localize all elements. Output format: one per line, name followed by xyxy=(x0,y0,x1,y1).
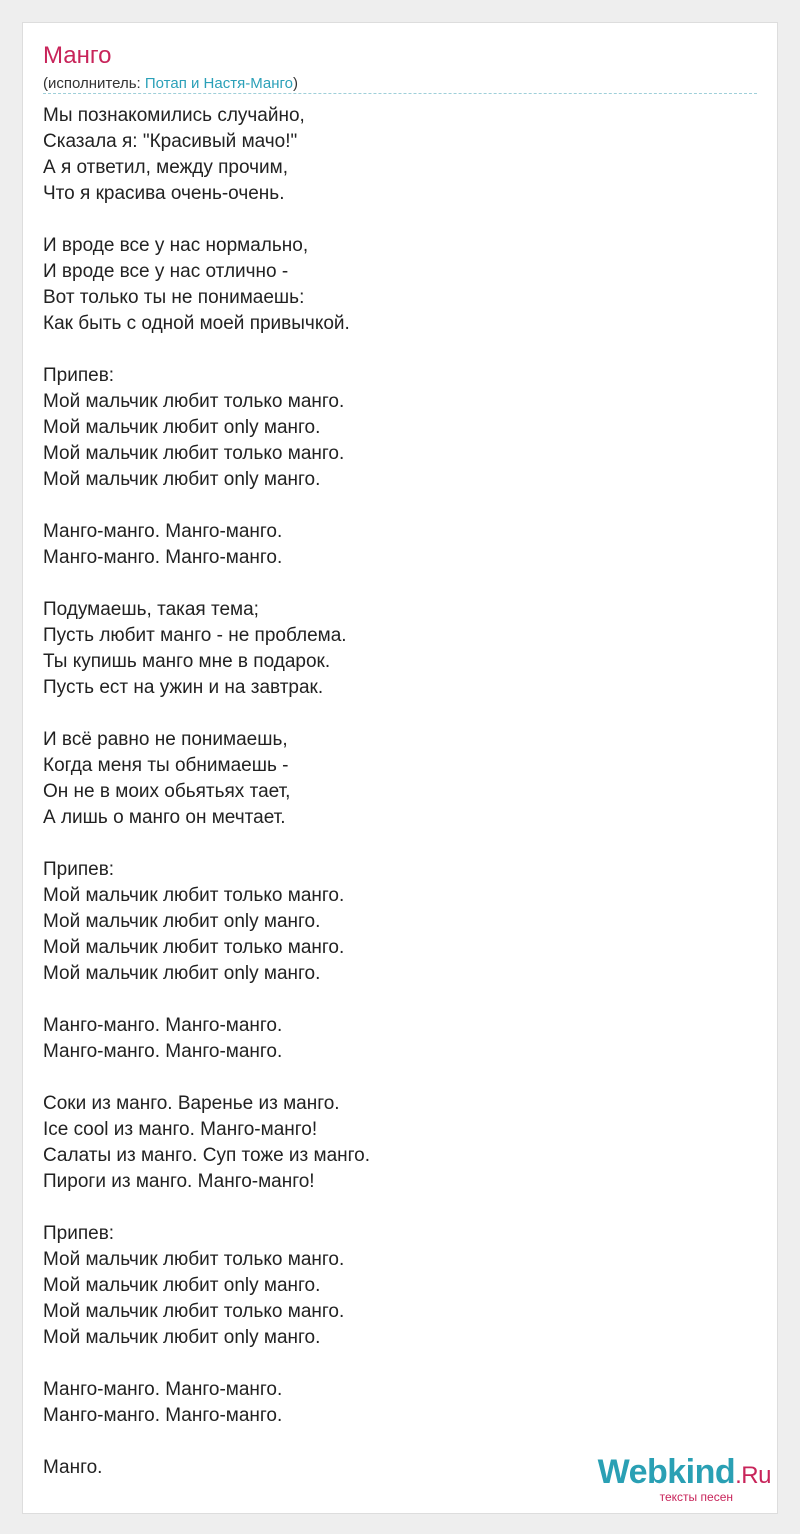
lyric-line: И всё равно не понимаешь, xyxy=(43,729,288,750)
stanza-gap xyxy=(43,1429,370,1455)
stanza-gap xyxy=(43,207,370,233)
lyric-line: Мы познакомились случайно, xyxy=(43,105,305,126)
logo-domain-suffix: .Ru xyxy=(735,1462,771,1489)
lyric-line: Манго-манго. Манго-манго. xyxy=(43,1379,283,1400)
lyric-line: Ты купишь манго мне в подарок. xyxy=(43,651,331,672)
logo-main-text: Webkind xyxy=(597,1453,736,1491)
lyric-line: Пусть ест на ужин и на завтрак. xyxy=(43,677,324,698)
lyric-line: Сказала я: "Красивый мачо!" xyxy=(43,131,298,152)
song-title: Манго xyxy=(43,42,112,69)
lyrics-card xyxy=(22,22,778,1514)
lyric-line: Соки из манго. Варенье из манго. xyxy=(43,1093,340,1114)
lyric-line: Мой мальчик любит только манго. xyxy=(43,1301,345,1322)
lyric-line: Мой мальчик любит только манго. xyxy=(43,391,345,412)
lyric-line: Ice cool из манго. Манго-манго! xyxy=(43,1119,318,1140)
lyric-line: Припев: xyxy=(43,1223,115,1244)
lyric-line: Мой мальчик любит only манго. xyxy=(43,469,321,490)
lyric-line: Манго-манго. Манго-манго. xyxy=(43,547,283,568)
stanza-gap xyxy=(43,987,370,1013)
lyric-line: А лишь о манго он мечтает. xyxy=(43,807,286,828)
lyric-line: Вот только ты не понимаешь: xyxy=(43,287,305,308)
stanza-gap xyxy=(43,571,370,597)
lyric-line: Пироги из манго. Манго-манго! xyxy=(43,1171,315,1192)
lyric-line: Припев: xyxy=(43,859,115,880)
lyric-line: Припев: xyxy=(43,365,115,386)
lyric-line: Салаты из манго. Суп тоже из манго. xyxy=(43,1145,371,1166)
lyric-line: А я ответил, между прочим, xyxy=(43,157,288,178)
site-logo[interactable] xyxy=(598,1455,771,1503)
lyric-line: И вроде все у нас отлично - xyxy=(43,261,289,282)
lyric-line: Манго-манго. Манго-манго. xyxy=(43,1041,283,1062)
lyric-line: Мой мальчик любит only манго. xyxy=(43,417,321,438)
lyrics-body xyxy=(43,103,370,1481)
artist-suffix: ) xyxy=(293,75,298,92)
lyric-line: Что я красива очень-очень. xyxy=(43,183,285,204)
stanza-gap xyxy=(43,1065,370,1091)
lyric-line: Мой мальчик любит только манго. xyxy=(43,937,345,958)
logo-tagline: тексты песен xyxy=(659,1490,733,1504)
lyric-line: Мой мальчик любит только манго. xyxy=(43,443,345,464)
artist-link[interactable]: Потап и Настя-Манго xyxy=(144,75,293,92)
lyric-line: Мой мальчик любит only манго. xyxy=(43,1327,321,1348)
stanza-gap xyxy=(43,701,370,727)
lyric-line: И вроде все у нас нормально, xyxy=(43,235,309,256)
lyric-line: Манго. xyxy=(43,1457,103,1478)
lyric-line: Манго-манго. Манго-манго. xyxy=(43,1405,283,1426)
lyric-line: Подумаешь, такая тема; xyxy=(43,599,259,620)
lyric-line: Как быть с одной моей привычкой. xyxy=(43,313,350,334)
logo-wordmark xyxy=(598,1455,771,1493)
artist-prefix: (исполнитель: xyxy=(43,75,145,92)
stanza-gap xyxy=(43,1195,370,1221)
lyric-line: Манго-манго. Манго-манго. xyxy=(43,1015,283,1036)
lyric-line: Мой мальчик любит only манго. xyxy=(43,1275,321,1296)
artist-line xyxy=(43,74,298,94)
lyric-line: Манго-манго. Манго-манго. xyxy=(43,521,283,542)
lyric-line: Мой мальчик любит only манго. xyxy=(43,963,321,984)
lyric-line: Когда меня ты обнимаешь - xyxy=(43,755,289,776)
stanza-gap xyxy=(43,493,370,519)
lyric-line: Он не в моих обьятьях тает, xyxy=(43,781,291,802)
stanza-gap xyxy=(43,337,370,363)
title-divider xyxy=(43,93,757,94)
lyric-line: Мой мальчик любит только манго. xyxy=(43,885,345,906)
stanza-gap xyxy=(43,1351,370,1377)
lyric-line: Мой мальчик любит only манго. xyxy=(43,911,321,932)
lyric-line: Пусть любит манго - не проблема. xyxy=(43,625,347,646)
lyric-line: Мой мальчик любит только манго. xyxy=(43,1249,345,1270)
stanza-gap xyxy=(43,831,370,857)
